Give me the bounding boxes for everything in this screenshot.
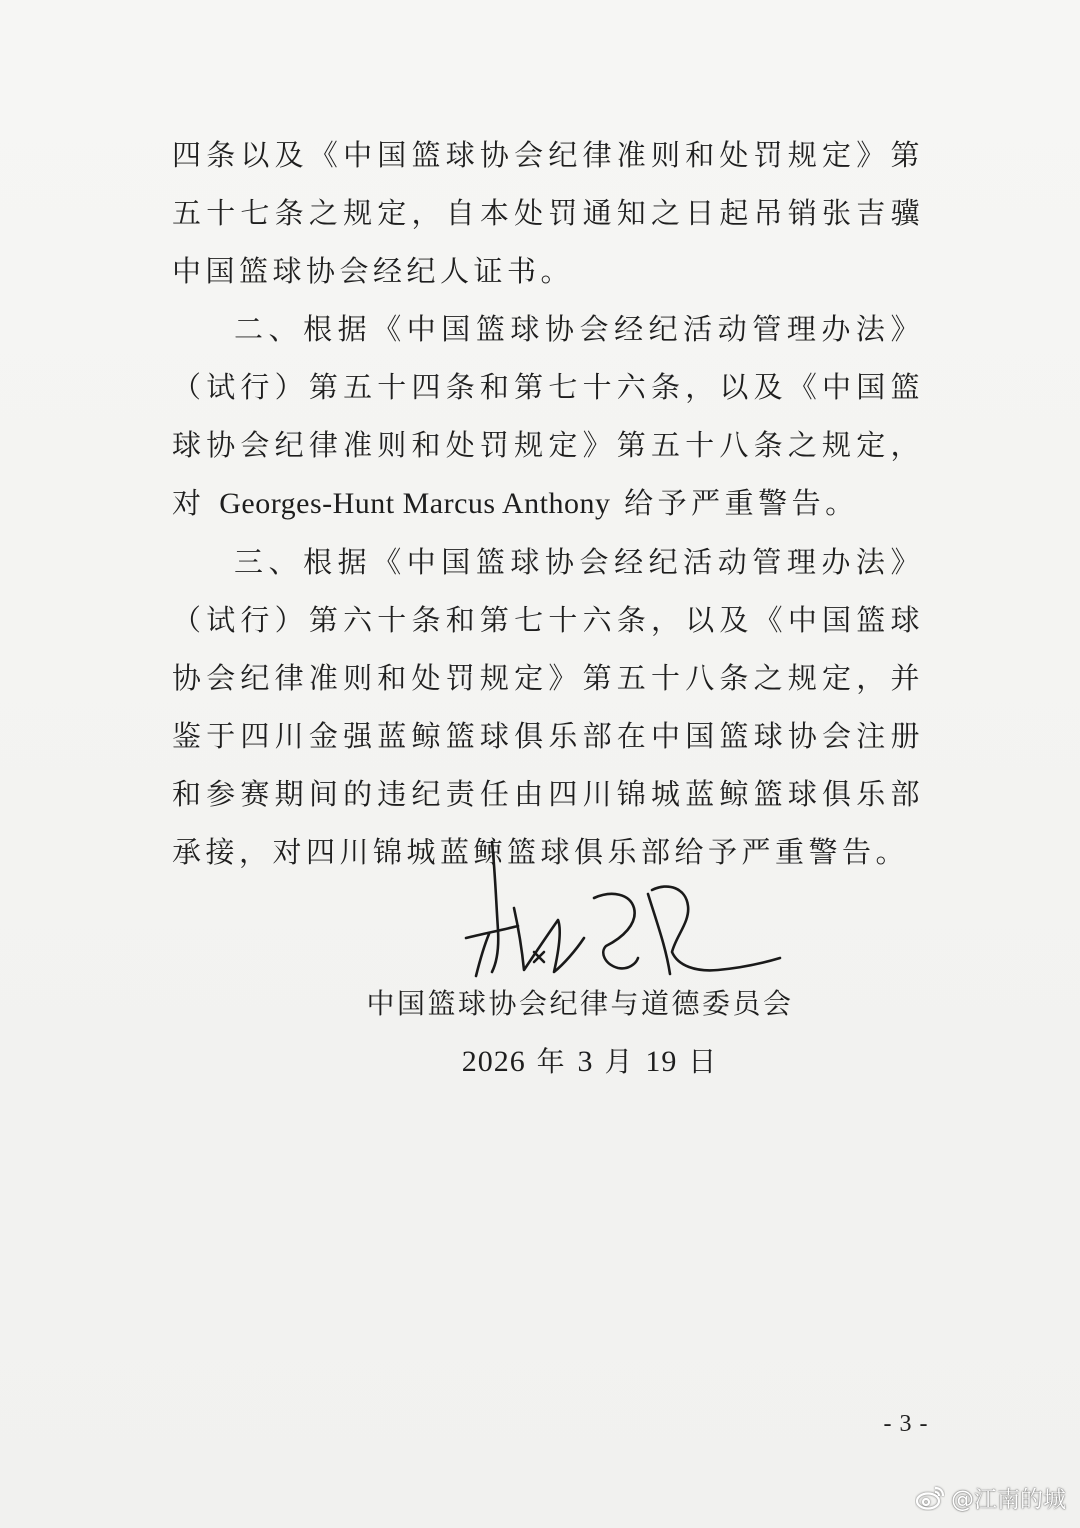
- page-number: - 3 -: [883, 1411, 929, 1437]
- weibo-icon: [915, 1485, 945, 1511]
- date-day-suffix: 日: [677, 1045, 719, 1078]
- date-day: 19: [645, 1045, 678, 1078]
- watermark-text: @江南的城: [951, 1487, 1066, 1513]
- player-name: Georges-Hunt Marcus Anthony: [219, 487, 611, 520]
- date-month-suffix: 月: [593, 1045, 646, 1078]
- date-month: 3: [577, 1045, 594, 1078]
- paragraph-2-tail: 给予严重警告。: [610, 486, 859, 520]
- issue-date: [440, 1040, 740, 1084]
- handwritten-signature: [462, 830, 782, 990]
- date-year-suffix: 年: [525, 1045, 578, 1078]
- paragraph-warning-club: 三、根据《中国篮球协会经纪活动管理办法》（试行）第六十条和第七十六条，以及《中国篮球协会纪律准则和处罚规定》第五十八条之规定，并鉴于四川金强蓝鲸篮球俱乐部在中国篮球协会注册和参赛期间的违纪责任由四川锦城蓝鲸篮球俱乐部承接，对四川锦城蓝鲸篮球俱乐部给予严重警告。: [172, 545, 924, 869]
- weibo-watermark: [915, 1481, 1066, 1514]
- paragraph-revoke-certificate: 四条以及《中国篮球协会纪律准则和处罚规定》第五十七条之规定，自本处罚通知之日起吊销张吉骥中国篮球协会经纪人证书。: [172, 138, 924, 288]
- committee-name: 中国篮球协会纪律与道德委员会: [366, 987, 794, 1020]
- paragraph-2-text: 二、根据《中国篮球协会经纪活动管理办法》（试行）第五十四条和第七十六条，以及《中国篮球协会纪律准则和处罚规定》第五十八条之规定，对: [172, 312, 924, 520]
- date-year: 2026: [461, 1045, 526, 1078]
- signature-icon: [462, 830, 782, 990]
- document-body: [172, 126, 924, 881]
- paragraph-warning-player-agent: [172, 300, 924, 533]
